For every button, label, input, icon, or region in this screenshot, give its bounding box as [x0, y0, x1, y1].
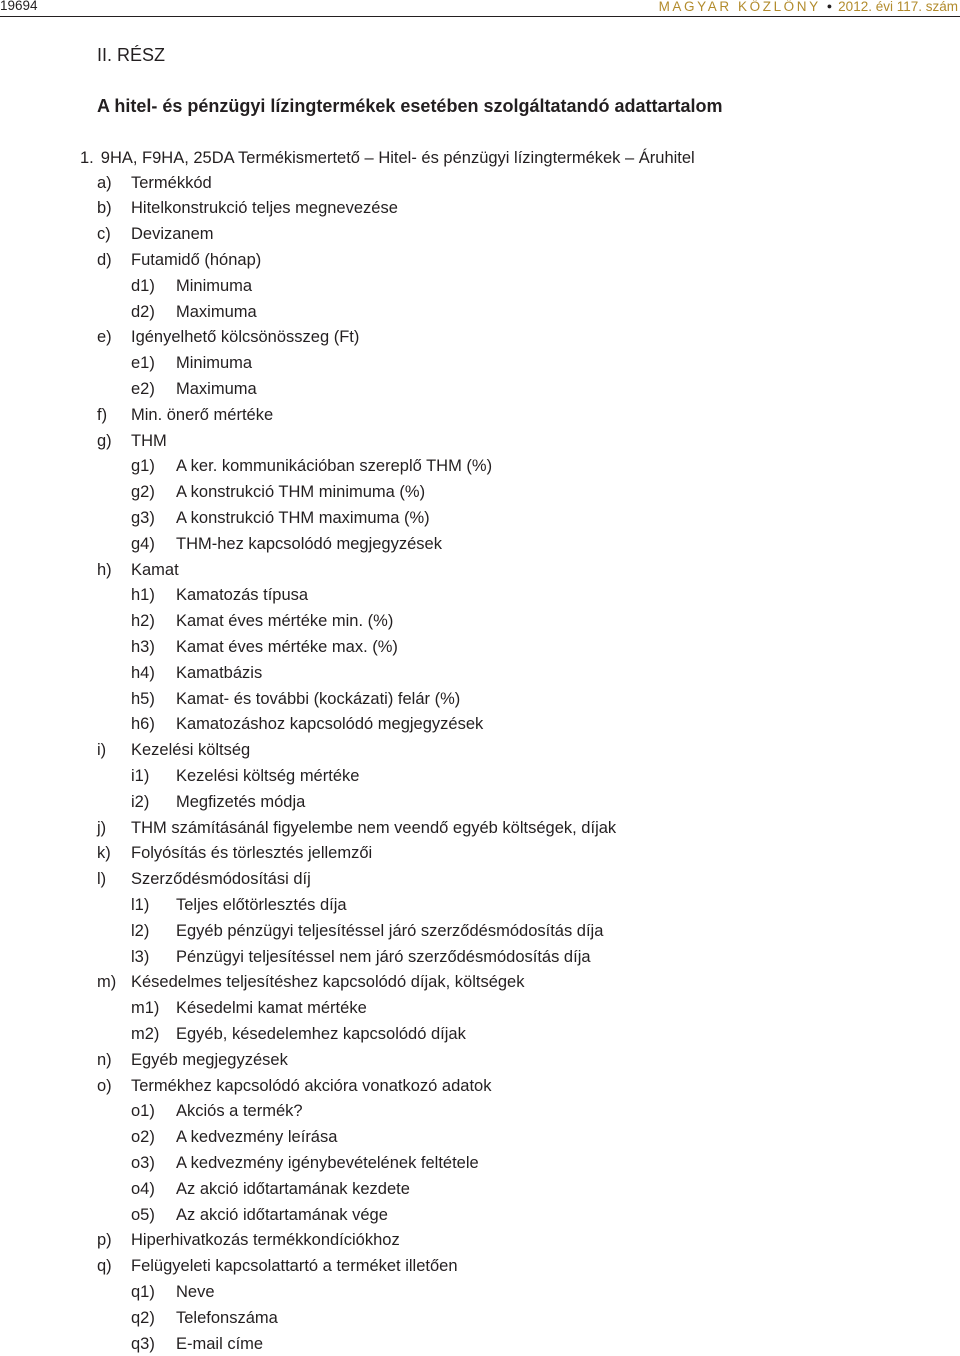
item-label: h2) — [131, 612, 155, 631]
item-label: a) — [97, 173, 112, 192]
item-label: h4) — [131, 663, 155, 682]
sub-list-item — [131, 1127, 337, 1147]
item-label: e2) — [131, 379, 155, 398]
item-label: l1) — [131, 895, 150, 914]
list-item — [97, 560, 179, 580]
item-text: E-mail címe — [176, 1334, 264, 1353]
item-text: Kamatozás típusa — [176, 586, 309, 605]
item-label: k) — [97, 844, 111, 863]
item-text: Min. önerő mértéke — [131, 405, 274, 424]
item-text: Maximuma — [176, 302, 257, 321]
list-item — [97, 327, 359, 347]
item-text: Egyéb megjegyzések — [131, 1050, 288, 1069]
journal-issue: 2012. évi 117. szám — [838, 0, 958, 14]
sub-list-item — [131, 1024, 466, 1044]
sub-list-item — [131, 302, 257, 322]
item-label: h) — [97, 560, 112, 579]
item-label: q) — [97, 1257, 112, 1276]
item-label: o1) — [131, 1102, 155, 1121]
item-label: c) — [97, 225, 111, 244]
item-label: d2) — [131, 302, 155, 321]
item-text: A konstrukció THM minimuma (%) — [176, 483, 426, 502]
item-text: THM számításánál figyelembe nem veendő egyéb költségek, díjak — [131, 818, 617, 837]
item-text: Késedelmes teljesítéshez kapcsolódó díjak, költségek — [131, 973, 525, 992]
item-text: Neve — [176, 1282, 215, 1301]
item-text: Kamat éves mértéke min. (%) — [176, 612, 394, 631]
item-text: Kamatozáshoz kapcsolódó megjegyzések — [176, 715, 484, 734]
item-label: d) — [97, 250, 112, 269]
item-text: Termékhez kapcsolódó akcióra vonatkozó adatok — [131, 1076, 492, 1095]
sub-list-item — [131, 792, 305, 812]
sub-list-item — [131, 508, 430, 528]
item-text: Devizanem — [131, 225, 214, 244]
item-label: p) — [97, 1231, 112, 1250]
item-text: Egyéb pénzügyi teljesítéssel járó szerződésmódosítás díja — [176, 921, 604, 940]
list-item — [97, 972, 524, 992]
item-label: e) — [97, 328, 112, 347]
item-text: Kamatbázis — [176, 663, 263, 682]
item-text: Minimuma — [176, 354, 253, 373]
item-label: g3) — [131, 508, 155, 527]
list-item — [97, 843, 372, 863]
item-number: 1. — [80, 149, 94, 167]
item-label: o) — [97, 1076, 112, 1095]
item-text: Szerződésmódosítási díj — [131, 870, 311, 889]
item-label: i) — [97, 741, 107, 760]
journal-name: MAGYAR KÖZLÖNY — [658, 0, 821, 14]
journal-info — [659, 0, 958, 14]
item-label: i1) — [131, 766, 150, 785]
sub-list-item — [131, 353, 252, 373]
item-label: d1) — [131, 276, 155, 295]
list-item — [97, 1230, 400, 1250]
sub-list-item — [131, 689, 460, 709]
sub-list-item — [131, 1282, 215, 1302]
item-text: A kedvezmény leírása — [176, 1128, 338, 1147]
item-text: THM — [131, 431, 167, 450]
list-item — [97, 818, 616, 838]
list-item — [97, 431, 167, 451]
item-text: Teljes előtörlesztés díja — [176, 895, 347, 914]
item-label: o3) — [131, 1153, 155, 1172]
item-text: Egyéb, késedelemhez kapcsolódó díjak — [176, 1024, 466, 1043]
list-item — [97, 1256, 458, 1276]
list-item — [97, 740, 250, 760]
item-label: o4) — [131, 1179, 155, 1198]
part-heading: II. RÉSZ — [97, 45, 166, 65]
item-text: Kamat- és további (kockázati) felár (%) — [176, 689, 461, 708]
item-text: Hitelkonstrukció teljes megnevezése — [131, 199, 398, 218]
sub-list-item — [131, 482, 425, 502]
item-label: o5) — [131, 1205, 155, 1224]
item-text: A konstrukció THM maximuma (%) — [176, 508, 430, 527]
item-text: Kamat — [131, 560, 179, 579]
item-text: Hiperhivatkozás termékkondíciókhoz — [131, 1231, 400, 1250]
sub-list-item — [131, 637, 398, 657]
item-text: Az akció időtartamának kezdete — [176, 1179, 410, 1198]
list-item — [97, 250, 261, 270]
item-label: f) — [97, 405, 108, 424]
header-rule — [0, 16, 960, 17]
item-text: Termékkód — [131, 173, 212, 192]
bullet-separator: ● — [826, 1, 833, 11]
item-text: Kezelési költség — [131, 741, 251, 760]
page-number: 19694 — [0, 0, 38, 13]
item-text: Kezelési költség mértéke — [176, 766, 360, 785]
item-label: q1) — [131, 1282, 155, 1301]
item-text: Az akció időtartamának vége — [176, 1205, 388, 1224]
list-item — [97, 869, 311, 889]
item-text: THM-hez kapcsolódó megjegyzések — [176, 534, 442, 553]
list-item — [97, 1050, 288, 1070]
item-label: m1) — [131, 999, 160, 1018]
sub-list-item — [131, 1205, 388, 1225]
item-label: g) — [97, 431, 112, 450]
sub-list-item — [131, 1308, 278, 1328]
sub-list-item — [131, 379, 257, 399]
item-heading — [80, 149, 695, 168]
item-label: l2) — [131, 921, 150, 940]
item-label: m2) — [131, 1024, 160, 1043]
list-item — [97, 173, 212, 193]
item-text: A kedvezmény igénybevételének feltétele — [176, 1153, 479, 1172]
list-item — [97, 1076, 491, 1096]
sub-list-item — [131, 1334, 263, 1354]
item-text: 9HA, F9HA, 25DA Termékismertető – Hitel- és pénzügyi lízingtermékek – Áruhitel — [100, 149, 695, 167]
sub-list-item — [131, 1179, 410, 1199]
item-label: i2) — [131, 792, 150, 811]
item-label: q3) — [131, 1334, 155, 1353]
sub-list-item — [131, 585, 308, 605]
item-label: q2) — [131, 1308, 155, 1327]
list-item — [97, 405, 273, 425]
sub-list-item — [131, 663, 262, 683]
list-item — [97, 198, 398, 218]
item-text: Folyósítás és törlesztés jellemzői — [131, 844, 373, 863]
item-label: e1) — [131, 354, 155, 373]
item-label: h3) — [131, 637, 155, 656]
sub-list-item — [131, 998, 367, 1018]
item-text: Igényelhető kölcsönösszeg (Ft) — [131, 328, 360, 347]
item-text: Telefonszáma — [176, 1308, 278, 1327]
sub-list-item — [131, 1153, 479, 1173]
item-text: Kamat éves mértéke max. (%) — [176, 637, 398, 656]
item-label: g1) — [131, 457, 155, 476]
item-label: h6) — [131, 715, 155, 734]
item-text: Futamidő (hónap) — [131, 250, 262, 269]
item-label: l3) — [131, 947, 150, 966]
list-item — [97, 224, 214, 244]
item-label: b) — [97, 199, 112, 218]
item-label: g4) — [131, 534, 155, 553]
sub-list-item — [131, 1101, 303, 1121]
item-label: l) — [97, 870, 107, 889]
item-text: Akciós a termék? — [176, 1102, 303, 1121]
item-label: n) — [97, 1050, 112, 1069]
sub-list-item — [131, 895, 347, 915]
item-label: h5) — [131, 689, 155, 708]
page-header — [0, 0, 960, 16]
item-label: h1) — [131, 586, 155, 605]
item-text: Pénzügyi teljesítéssel nem járó szerződésmódosítás díja — [176, 947, 591, 966]
sub-list-item — [131, 947, 591, 967]
item-label: g2) — [131, 483, 155, 502]
item-text: A ker. kommunikációban szereplő THM (%) — [176, 457, 493, 476]
item-text: Megfizetés módja — [176, 792, 306, 811]
item-text: Minimuma — [176, 276, 253, 295]
item-text: Felügyeleti kapcsolattartó a terméket illetően — [131, 1257, 458, 1276]
item-label: j) — [97, 818, 107, 837]
sub-list-item — [131, 456, 492, 476]
item-label: o2) — [131, 1128, 155, 1147]
sub-list-item — [131, 276, 252, 296]
section-title: A hitel- és pénzügyi lízingtermékek esetében szolgáltatandó adattartalom — [97, 96, 723, 116]
item-text: Maximuma — [176, 379, 257, 398]
sub-list-item — [131, 766, 359, 786]
sub-list-item — [131, 534, 442, 554]
item-label: m) — [97, 973, 117, 992]
sub-list-item — [131, 611, 393, 631]
sub-list-item — [131, 921, 603, 941]
sub-list-item — [131, 714, 483, 734]
item-text: Késedelmi kamat mértéke — [176, 999, 367, 1018]
